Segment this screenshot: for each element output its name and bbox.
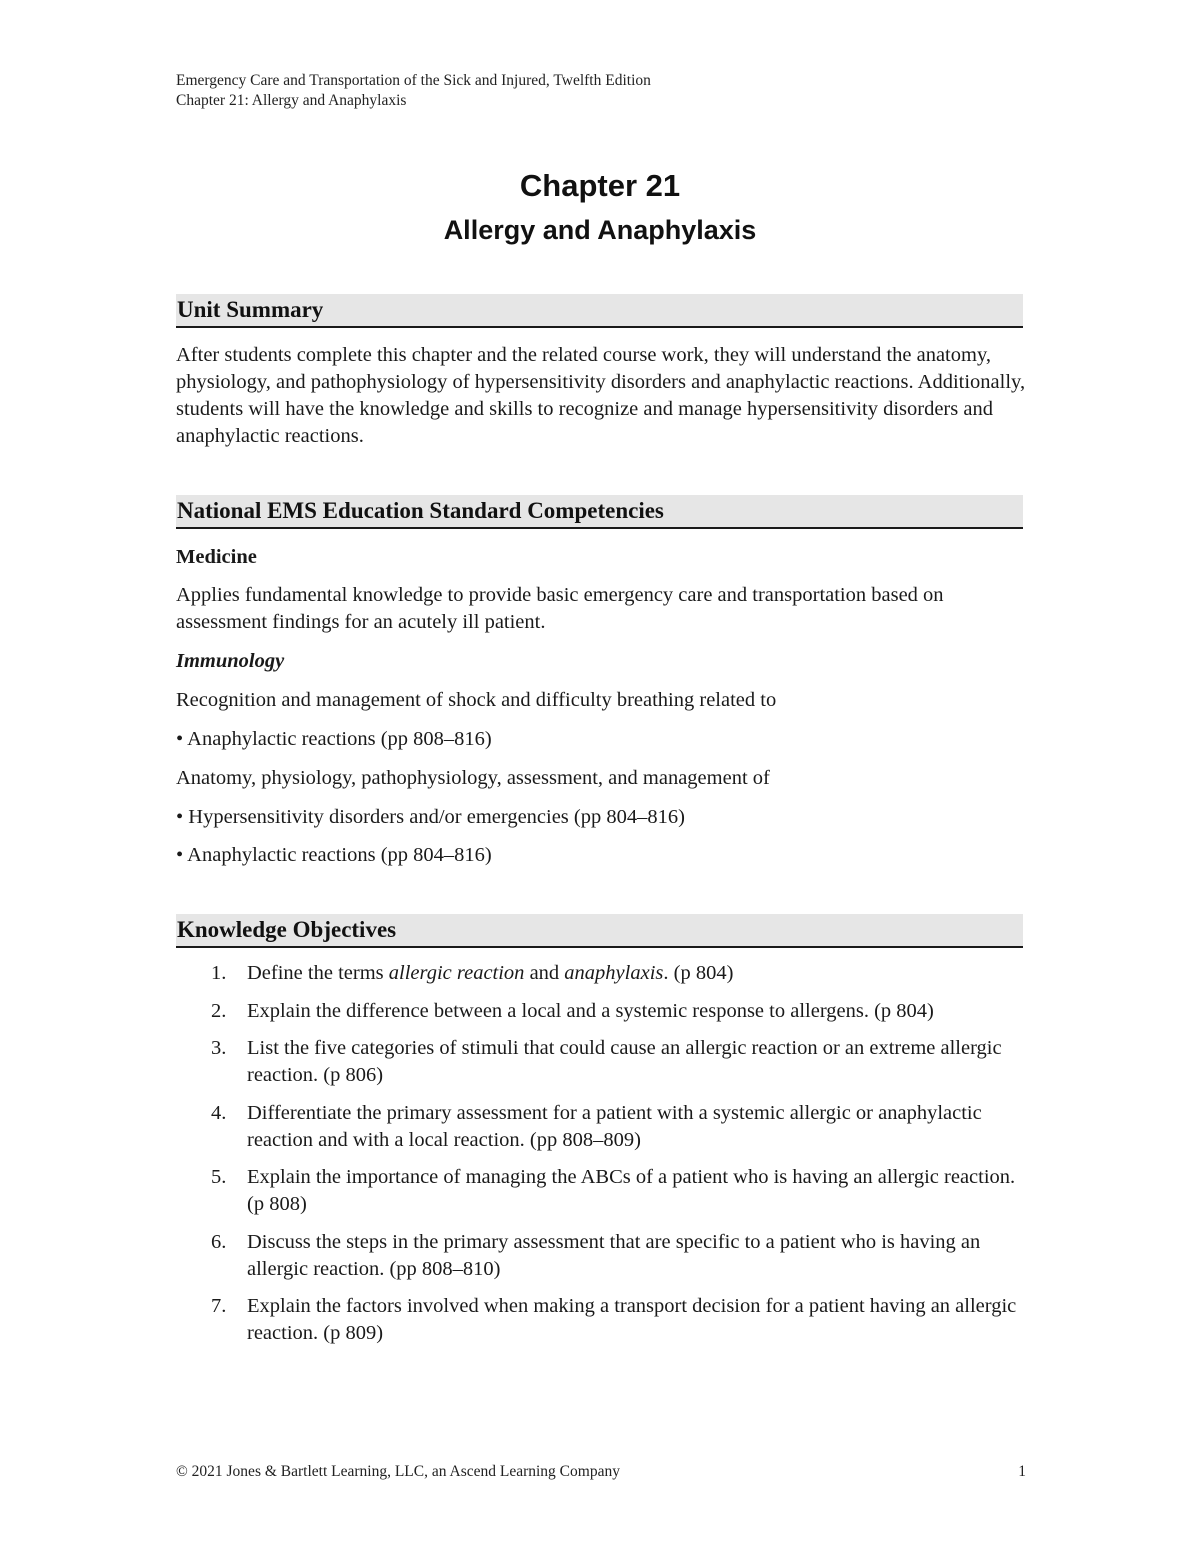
title-block bbox=[0, 166, 1200, 248]
competency-line: Recognition and management of shock and difficulty breathing related to bbox=[176, 689, 777, 711]
competency-bullet: • Anaphylactic reactions (pp 808–816) bbox=[176, 728, 492, 750]
objective-text bbox=[247, 960, 1026, 987]
unit-summary-heading: Unit Summary bbox=[177, 297, 324, 322]
objective-text-part: Define the terms bbox=[247, 962, 389, 984]
objective-item bbox=[176, 998, 1026, 1025]
objectives-heading: Knowledge Objectives bbox=[177, 917, 397, 942]
objective-item bbox=[176, 1164, 1026, 1218]
medicine-heading: Medicine bbox=[176, 546, 257, 568]
unit-summary-text: After students complete this chapter and the related course work, they will understand the anatomy, physiology, and pathophysiology of hypersensitivity disorders and anaphylactic reactions. Additionally, students will have the knowledge and skills to recognize and manage hypersensitivity disorders and anaphylactic reactions. bbox=[176, 344, 1026, 447]
page-number: 1 bbox=[1018, 1463, 1026, 1480]
running-header bbox=[176, 71, 651, 111]
objectives-heading-bar bbox=[176, 914, 1023, 948]
objective-item bbox=[176, 1293, 1026, 1347]
objective-number: 2. bbox=[211, 999, 227, 1022]
objective-number: 1. bbox=[211, 962, 227, 984]
copyright-notice: © 2021 Jones & Bartlett Learning, LLC, an Ascend Learning Company bbox=[176, 1463, 620, 1480]
objective-text-part: and bbox=[524, 962, 565, 984]
objective-text: List the five categories of stimuli that could cause an allergic reaction or an extreme allergic reaction. (p 806) bbox=[247, 1037, 1002, 1086]
objective-number: 3. bbox=[211, 1037, 227, 1059]
objective-text: Explain the factors involved when making a transport decision for a patient having an allergic reaction. (p 809) bbox=[247, 1295, 1017, 1344]
competency-bullet: • Anaphylactic reactions (pp 804–816) bbox=[176, 844, 492, 866]
competencies-heading-bar bbox=[176, 495, 1023, 529]
page-footer bbox=[176, 1462, 1026, 1482]
medicine-text: Applies fundamental knowledge to provide basic emergency care and transportation based on assessment findings for an acutely ill patient. bbox=[176, 584, 944, 633]
objective-text: Explain the importance of managing the ABCs of a patient who is having an allergic reaction. (p 808) bbox=[247, 1166, 1016, 1215]
unit-summary-heading-bar bbox=[176, 294, 1023, 328]
running-header-chapter: Chapter 21: Allergy and Anaphylaxis bbox=[176, 92, 407, 109]
competency-line: Anatomy, physiology, pathophysiology, assessment, and management of bbox=[176, 767, 770, 789]
objective-text-part: . (p 804) bbox=[663, 962, 734, 984]
chapter-subtitle: Allergy and Anaphylaxis bbox=[443, 215, 757, 245]
objective-text: Differentiate the primary assessment for a patient with a systemic allergic or anaphylactic reaction and with a local reaction. (pp 808–809) bbox=[247, 1101, 982, 1151]
competencies-heading: National EMS Education Standard Competencies bbox=[177, 498, 664, 523]
objective-number: 7. bbox=[211, 1295, 227, 1317]
objective-item bbox=[176, 1229, 1026, 1283]
objective-item bbox=[176, 960, 1026, 987]
term-anaphylaxis: anaphylaxis bbox=[564, 962, 664, 984]
objective-text: Explain the difference between a local and a systemic response to allergens. (p 804) bbox=[247, 999, 934, 1022]
competency-bullet: • Hypersensitivity disorders and/or emergencies (pp 804–816) bbox=[176, 806, 685, 828]
immunology-heading: Immunology bbox=[176, 650, 285, 672]
objective-number: 5. bbox=[211, 1166, 227, 1188]
objective-number: 4. bbox=[211, 1101, 227, 1124]
objective-text: Discuss the steps in the primary assessment that are specific to a patient who is having an allergic reaction. (pp 808–810) bbox=[247, 1230, 981, 1280]
chapter-title: Chapter 21 bbox=[519, 168, 681, 203]
objectives-list bbox=[176, 960, 1026, 1358]
objective-number: 6. bbox=[211, 1230, 227, 1253]
objective-item bbox=[176, 1100, 1026, 1154]
term-allergic-reaction: allergic reaction bbox=[388, 962, 525, 984]
running-header-book-title: Emergency Care and Transportation of the Sick and Injured, Twelfth Edition bbox=[176, 72, 651, 89]
objective-item bbox=[176, 1035, 1026, 1089]
